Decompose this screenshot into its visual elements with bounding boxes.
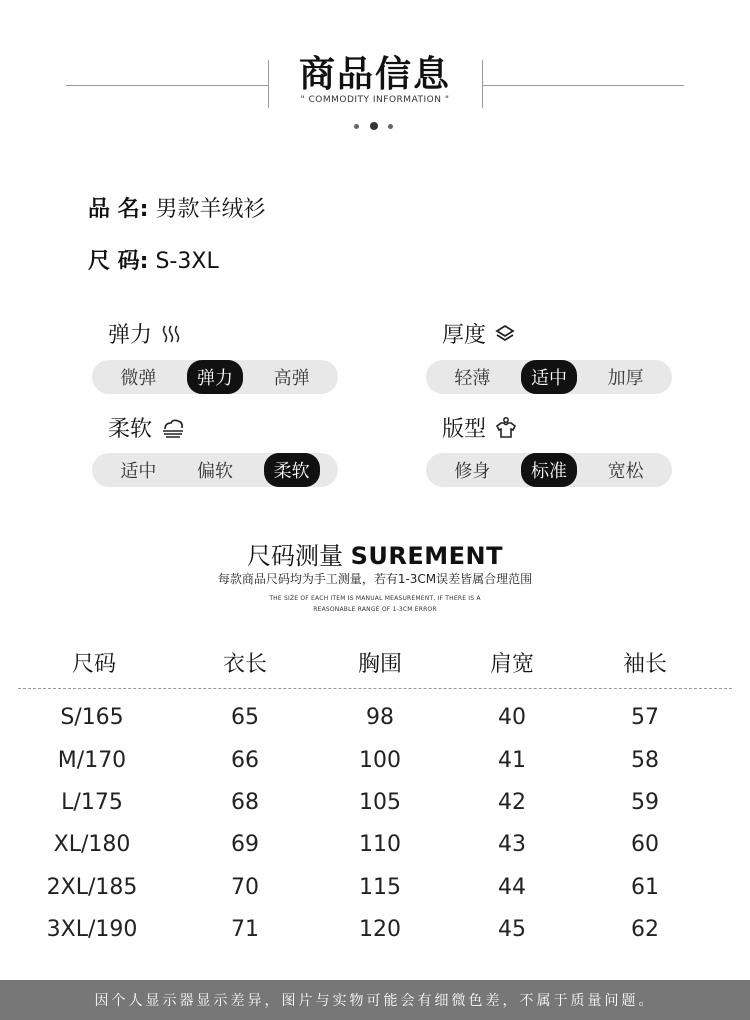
product-name-label: 品 名: [88,197,149,222]
measurement-title [0,536,750,571]
fit-title: 版型 [442,417,487,442]
softness-title: 柔软 [108,417,153,442]
table-header-size: 尺码 [71,652,116,677]
table-cell-chest: 120 [359,917,401,942]
table-cell-chest: 98 [366,705,394,730]
product-name-value: 男款羊绒衫 [155,197,266,222]
table-cell-chest: 110 [359,832,401,857]
table-cell-size: 2XL/185 [46,875,138,900]
table-cell-sleeve: 61 [631,875,659,900]
product-name-row [88,192,265,223]
table-header-chest: 胸围 [357,652,402,677]
table-cell-sleeve: 62 [631,917,659,942]
indicator-dot [388,124,393,129]
table-cell-sleeve: 59 [631,790,659,815]
table-cell-shoulder: 41 [498,748,526,773]
measurement-title-en: SUREMENT [350,542,504,570]
table-cell-length: 65 [231,705,259,730]
table-cell-shoulder: 45 [498,917,526,942]
measurement-note-en-line2: REASONABLE RANGE OF 1-3CM ERROR [313,606,437,613]
table-cell-sleeve: 57 [631,705,659,730]
table-cell-shoulder: 42 [498,790,526,815]
softness-heading [108,412,186,443]
table-cell-length: 71 [231,917,259,942]
elasticity-options [92,360,338,394]
table-cell-chest: 100 [359,748,401,773]
elasticity-heading [108,318,182,349]
softness-option-selected: 柔软 [264,453,320,487]
thickness-heading [442,318,516,349]
elasticity-option: 高弹 [273,368,310,389]
table-header-sleeve: 袖长 [622,652,667,677]
fit-options [426,453,672,487]
page-title: 商品信息 [298,54,451,95]
elasticity-option: 微弹 [120,368,157,389]
thickness-options [426,360,672,394]
wave-icon [160,323,182,345]
indicator-dot-active [370,122,378,130]
table-header-length: 衣长 [222,652,267,677]
table-cell-sleeve: 58 [631,748,659,773]
table-cell-sleeve: 60 [631,832,659,857]
measurement-note: 每款商品尺码均为手工测量，若有1-3CM误差皆属合理范围 [217,572,533,586]
product-size-label: 尺 码: [88,249,149,274]
measurement-title-cn: 尺码测量 [246,542,343,570]
elasticity-option-selected: 弹力 [187,360,243,394]
table-cell-size: M/170 [57,748,127,773]
table-cell-length: 70 [231,875,259,900]
footer-disclaimer [0,980,750,1020]
thickness-option-selected: 适中 [521,360,577,394]
product-size-row [88,244,219,275]
elasticity-title: 弹力 [108,323,153,348]
table-header-shoulder: 肩宽 [489,652,534,677]
footer-disclaimer-text: 因个人显示器显示差异，图片与实物可能会有细微色差，不属于质量问题。 [94,993,656,1009]
table-cell-size: S/165 [60,705,124,730]
thickness-title: 厚度 [442,323,487,348]
page-subtitle: " COMMODITY INFORMATION " [300,95,450,105]
fit-heading [442,412,518,443]
table-cell-length: 66 [231,748,259,773]
table-cell-shoulder: 40 [498,705,526,730]
indicator-dot [354,124,359,129]
table-cell-size: XL/180 [53,832,131,857]
table-cell-size: L/175 [61,790,123,815]
cloud-icon [160,417,186,439]
fit-option: 宽松 [607,461,644,482]
table-cell-chest: 105 [359,790,401,815]
table-cell-size: 3XL/190 [46,917,138,942]
shirt-icon [494,416,518,440]
table-cell-length: 69 [231,832,259,857]
table-cell-shoulder: 43 [498,832,526,857]
product-size-value: S-3XL [155,249,219,274]
thickness-option: 轻薄 [454,368,491,389]
table-cell-chest: 115 [359,875,401,900]
measurement-note-en-line1: THE SIZE OF EACH ITEM IS MANUAL MEASUREMENT, IF THERE IS A [269,595,481,602]
softness-option: 偏软 [196,461,233,482]
table-cell-length: 68 [231,790,259,815]
softness-options [92,453,338,487]
layers-icon [494,323,516,345]
fit-option: 修身 [454,461,491,482]
softness-option: 适中 [120,461,157,482]
thickness-option: 加厚 [607,368,644,389]
fit-option-selected: 标准 [521,453,577,487]
table-cell-shoulder: 44 [498,875,526,900]
table-divider [18,688,732,689]
